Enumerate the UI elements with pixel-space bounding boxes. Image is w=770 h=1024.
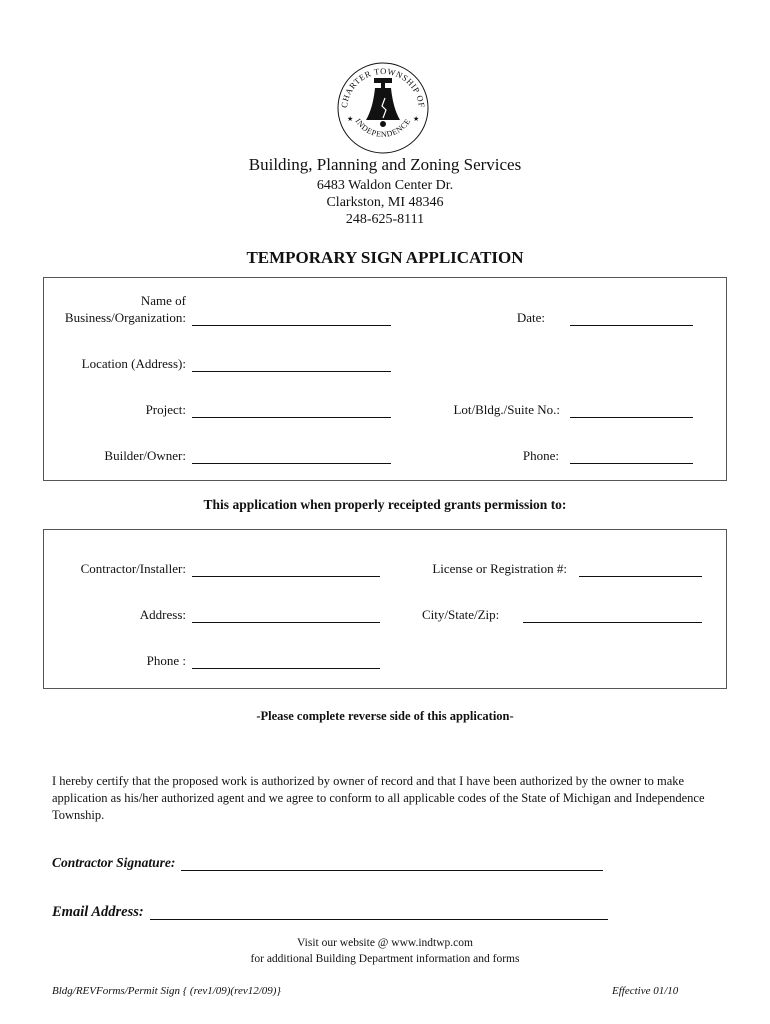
- contractor-phone-label: Phone :: [146, 653, 186, 668]
- contractor-address-label: Address:: [139, 607, 186, 622]
- city-state-zip: Clarkston, MI 48346: [326, 195, 444, 210]
- business-name-line: [192, 325, 391, 326]
- name-label-line1: Name of: [140, 293, 186, 308]
- date-label: Date:: [516, 310, 545, 325]
- seal-ring-text-top: CHARTER TOWNSHIP OF: [338, 65, 427, 109]
- office-phone: 248-625-8111: [345, 212, 425, 227]
- email-label: Email Address:: [52, 904, 144, 920]
- contractor-label: Contractor/Installer:: [80, 561, 186, 576]
- city-state-zip-field[interactable]: [523, 606, 702, 622]
- seal-ring-text-bottom: INDEPENDENCE: [353, 116, 413, 139]
- project-label: Project:: [145, 402, 186, 417]
- date-line: [570, 325, 693, 326]
- builder-owner-label: Builder/Owner:: [104, 448, 186, 463]
- grant-statement: This application when properly receipted grants permission to:: [203, 497, 567, 512]
- contractor-signature-field[interactable]: [181, 855, 603, 871]
- city-state-zip-label: City/State/Zip:: [422, 607, 500, 622]
- email-line: [150, 919, 608, 920]
- license-line: [579, 576, 702, 577]
- certification-text: I hereby certify that the proposed work is authorized by owner of record and that I have been authorized by the owner to make application as his/her authorized agent and we agree to conform to all applicable codes of the State of Michigan and Independence Township.: [52, 774, 705, 822]
- project-line: [192, 417, 391, 418]
- lot-suite-line: [570, 417, 693, 418]
- location-field[interactable]: [192, 355, 391, 371]
- email-field[interactable]: [150, 904, 608, 920]
- contractor-address-line: [192, 622, 380, 623]
- department-name: Building, Planning and Zoning Services: [248, 155, 522, 174]
- location-line: [192, 371, 391, 372]
- builder-owner-line: [192, 463, 391, 464]
- street-address: 6483 Waldon Center Dr.: [316, 178, 454, 193]
- svg-text:★: ★: [413, 115, 420, 123]
- website-line2: for additional Building Department information and forms: [250, 953, 520, 965]
- business-name-field[interactable]: [192, 309, 391, 325]
- contractor-address-field[interactable]: [192, 606, 380, 622]
- contractor-phone-field[interactable]: [192, 652, 380, 668]
- project-field[interactable]: [192, 401, 391, 417]
- date-field[interactable]: [570, 309, 693, 325]
- city-state-zip-line: [523, 622, 702, 623]
- location-label: Location (Address):: [81, 356, 186, 371]
- contractor-signature-line: [181, 870, 603, 871]
- contractor-field[interactable]: [192, 560, 380, 576]
- contractor-phone-line: [192, 668, 380, 669]
- license-field[interactable]: [579, 560, 702, 576]
- township-seal-logo: [333, 58, 433, 158]
- name-label-line2: Business/Organization:: [64, 310, 186, 325]
- form-title: TEMPORARY SIGN APPLICATION: [246, 248, 524, 267]
- svg-text:INDEPENDENCE: [353, 117, 412, 139]
- phone-line: [570, 463, 693, 464]
- liberty-bell-icon: [366, 78, 400, 127]
- phone-label: Phone:: [522, 448, 559, 463]
- effective-date: Effective 01/10: [612, 985, 679, 997]
- license-label: License or Registration #:: [432, 561, 567, 576]
- svg-text:★: ★: [347, 115, 354, 123]
- reverse-side-note: -Please complete reverse side of this application-: [256, 709, 514, 723]
- contractor-signature-label: Contractor Signature:: [52, 855, 176, 870]
- lot-suite-field[interactable]: [570, 401, 693, 417]
- form-code: Bldg/REVForms/Permit Sign { (rev1/09)(rev12/09)}: [52, 985, 281, 997]
- website-line1: Visit our website @ www.indtwp.com: [297, 937, 473, 949]
- lot-suite-label: Lot/Bldg./Suite No.:: [453, 402, 560, 417]
- contractor-line: [192, 576, 380, 577]
- phone-field[interactable]: [570, 447, 693, 463]
- builder-owner-field[interactable]: [192, 447, 391, 463]
